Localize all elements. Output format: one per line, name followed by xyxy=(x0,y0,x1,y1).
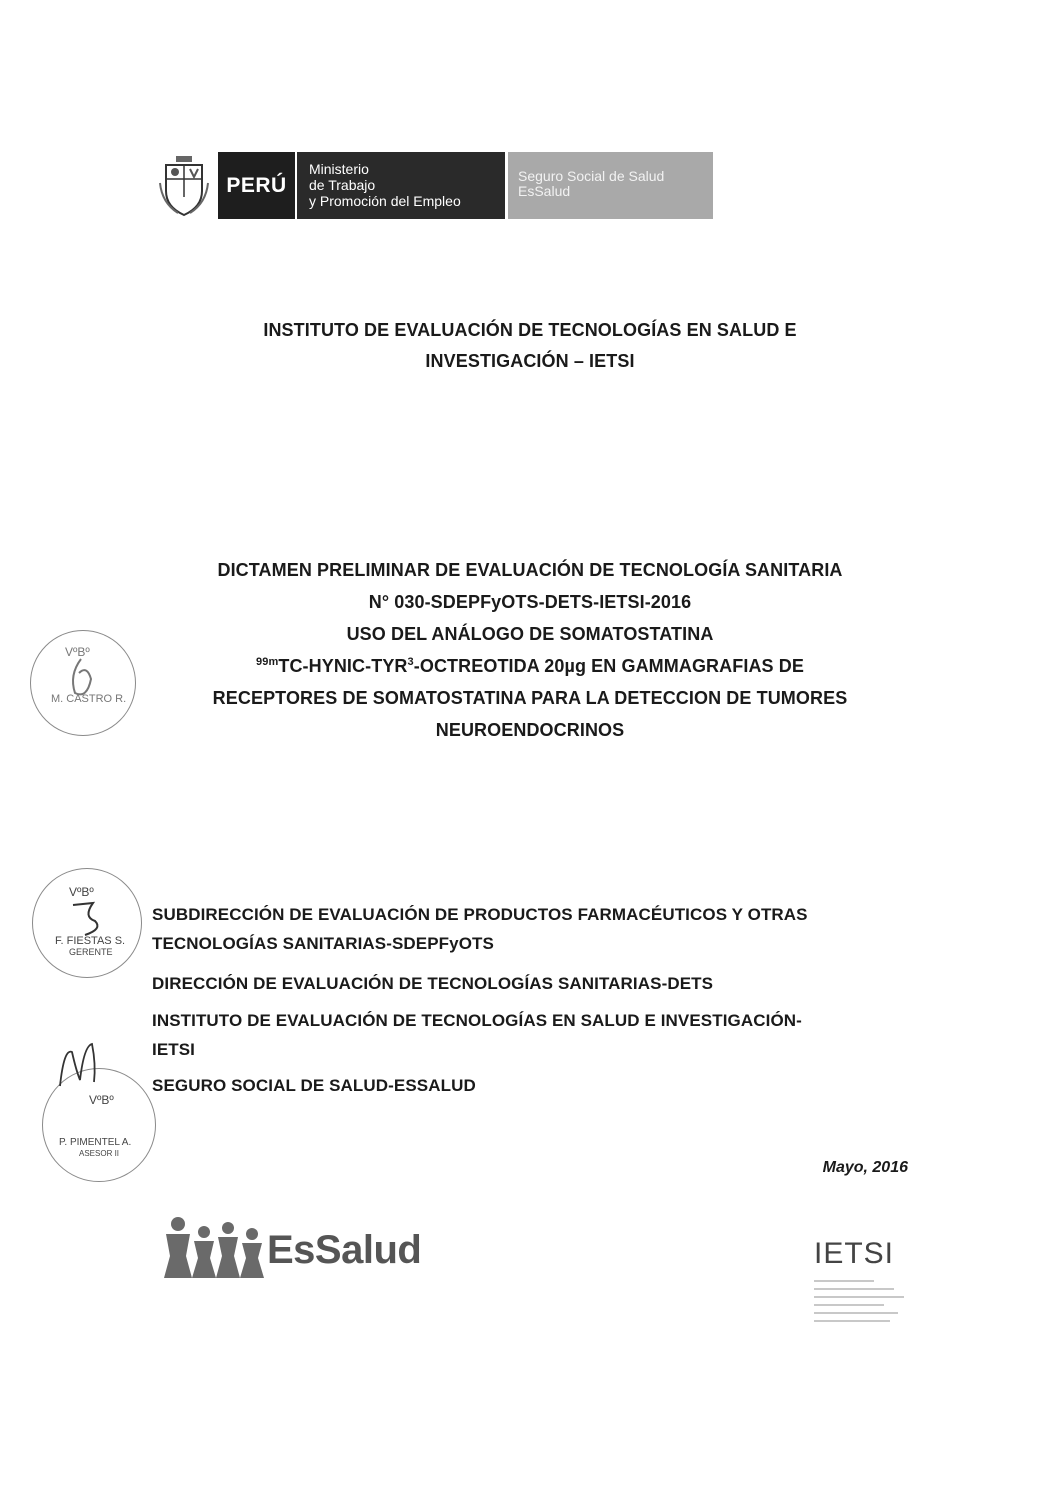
tyr-superscript: 3 xyxy=(407,656,414,668)
stamp-3-vb: VºBº xyxy=(89,1093,114,1107)
isotope-superscript: 99m xyxy=(256,656,279,668)
subdireccion-line-1: SUBDIRECCIÓN DE EVALUACIÓN DE PRODUCTOS FARMACÉUTICOS Y OTRAS xyxy=(152,905,808,924)
stamp-3-role: ASESOR II xyxy=(79,1149,120,1158)
ministry-line-2: de Trabajo xyxy=(309,177,376,193)
institute-title xyxy=(140,315,920,377)
stamp-2-name: F. FIESTAS S. xyxy=(55,935,126,947)
approval-stamp-2 xyxy=(32,868,142,978)
essalud-header-line-1: Seguro Social de Salud xyxy=(518,168,665,184)
direccion-line: DIRECCIÓN DE EVALUACIÓN DE TECNOLOGÍAS SANITARIAS-DETS xyxy=(152,974,714,993)
signature-3-icon xyxy=(52,1040,112,1090)
instituto-line-2: IETSI xyxy=(152,1040,196,1059)
dictamen-line-4b: -OCTREOTIDA 20µg EN GAMMAGRAFIAS DE xyxy=(413,656,804,676)
dictamen-line-4 xyxy=(140,650,920,682)
dictamen-line-1: DICTAMEN PRELIMINAR DE EVALUACIÓN DE TECNOLOGÍA SANITARIA xyxy=(217,560,843,580)
peru-label: PERÚ xyxy=(218,152,295,219)
subdireccion-line-2: TECNOLOGÍAS SANITARIAS-SDEPFyOTS xyxy=(152,934,494,953)
essalud-logo-text: EsSalud xyxy=(267,1228,422,1272)
essalud-family-icon xyxy=(164,1214,266,1280)
instituto-line-1: INSTITUTO DE EVALUACIÓN DE TECNOLOGÍAS EN SALUD E INVESTIGACIÓN- xyxy=(152,1011,802,1030)
stamp-1-vb: VºBº xyxy=(65,645,90,659)
stamp-2-role: GERENTE xyxy=(69,947,113,957)
stamp-2-vb: VºBº xyxy=(69,885,94,899)
dictamen-title xyxy=(140,554,920,746)
dictamen-line-4a: TC-HYNIC-TYR xyxy=(278,656,408,676)
seguro-social-line: SEGURO SOCIAL DE SALUD-ESSALUD xyxy=(152,1076,476,1095)
essalud-header-label xyxy=(508,152,713,219)
dictamen-line-3: USO DEL ANÁLOGO DE SOMATOSTATINA xyxy=(346,624,714,644)
institute-title-line-1: INSTITUTO DE EVALUACIÓN DE TECNOLOGÍAS EN SALUD E xyxy=(263,320,797,340)
stamp-3-name: P. PIMENTEL A. xyxy=(59,1137,132,1148)
institute-title-line-2: INVESTIGACIÓN – IETSI xyxy=(425,351,635,371)
ministry-line-3: y Promoción del Empleo xyxy=(309,193,461,209)
ministry-line-1: Ministerio xyxy=(309,161,369,177)
document-date: Mayo, 2016 xyxy=(822,1159,908,1176)
dictamen-line-6: NEUROENDOCRINOS xyxy=(435,720,625,740)
approval-stamp-1 xyxy=(30,630,136,736)
signature-2-icon xyxy=(63,899,113,939)
dictamen-line-5: RECEPTORES DE SOMATOSTATINA PARA LA DETECCION DE TUMORES xyxy=(212,688,848,708)
ietsi-logo-text: IETSI xyxy=(814,1237,895,1270)
dictamen-number: N° 030-SDEPFyOTS-DETS-IETSI-2016 xyxy=(368,592,692,612)
essalud-header-line-2: EsSalud xyxy=(518,183,571,199)
ministry-label xyxy=(295,152,505,219)
ietsi-logo-lines-icon xyxy=(814,1277,912,1331)
stamp-1-name: M. CASTRO R. xyxy=(51,693,127,705)
peru-coat-of-arms-icon xyxy=(158,153,210,219)
